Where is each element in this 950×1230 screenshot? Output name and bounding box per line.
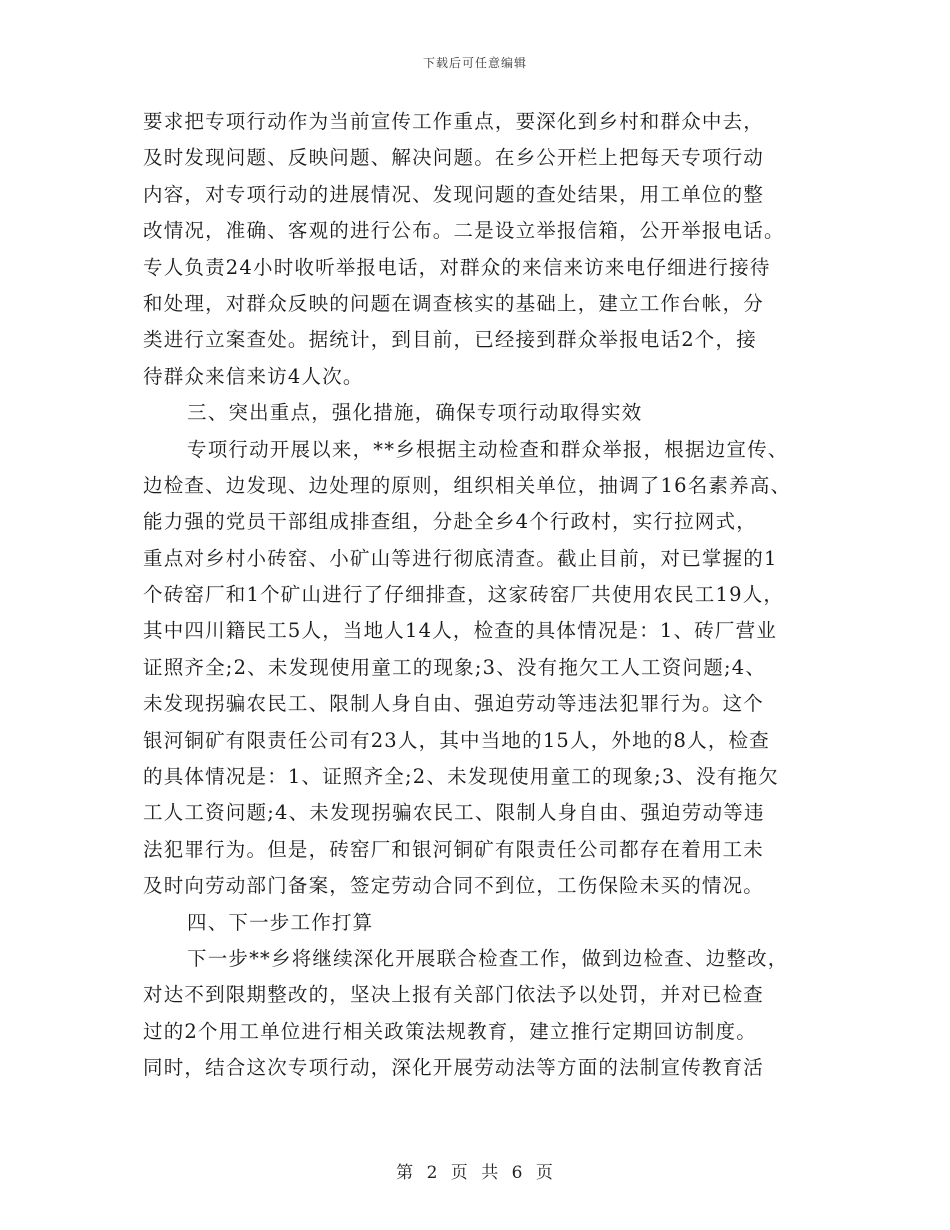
text-line: 未发现拐骗农民工、限制人身自由、强迫劳动等违法犯罪行为。这个 (143, 692, 765, 716)
text-line: 和处理，对群众反映的问题在调查核实的基础上，建立工作台帐，分 (143, 291, 765, 315)
text-line: 要求把专项行动作为当前宣传工作重点，要深化到乡村和群众中去， (143, 110, 765, 133)
text-line: 银河铜矿有限责任公司有23人，其中当地的15人，外地的8人，检查 (143, 728, 770, 752)
text-line: 证照齐全;2、未发现使用童工的现象;3、没有拖欠工人工资问题;4、 (143, 655, 767, 679)
text-line: 能力强的党员干部组成排查组，分赴全乡4个行政村，实行拉网式， (143, 510, 757, 534)
text-line: 内容，对专项行动的进展情况、发现问题的查处结果，用工单位的整 (143, 182, 765, 206)
text-line: 同时，结合这次专项行动，深化开展劳动法等方面的法制宣传教育活 (143, 1056, 765, 1080)
text-line: 的具体情况是：1、证照齐全;2、未发现使用童工的现象;3、没有拖欠 (143, 765, 779, 789)
text-line: 对达不到限期整改的，坚决上报有关部门依法予以处罚，并对已检查 (143, 983, 765, 1007)
text-line: 法犯罪行为。但是，砖窑厂和银河铜矿有限责任公司都存在着用工未 (143, 837, 765, 861)
section-heading-3: 三、突出重点，强化措施，确保专项行动取得实效 (187, 401, 643, 425)
text-line: 工人工资问题;4、未发现拐骗农民工、限制人身自由、强迫劳动等违 (143, 801, 765, 825)
text-line: 重点对乡村小砖窑、小矿山等进行彻底清查。截止目前，对已掌握的1 (143, 546, 778, 570)
text-line: 其中四川籍民工5人，当地人14人，检查的具体情况是：1、砖厂营业 (143, 619, 778, 643)
section-heading-4: 四、下一步工作打算 (187, 910, 374, 934)
text-line: 过的2个用工单位进行相关政策法规教育，建立推行定期回访制度。 (143, 1019, 757, 1043)
text-line: 类进行立案查处。据统计，到目前，已经接到群众举报电话2个，接 (143, 328, 757, 352)
text-line: 专人负责24小时收听举报电话，对群众的来信来访来电仔细进行接待 (143, 255, 771, 279)
text-line: 及时发现问题、反映问题、解决问题。在乡公开栏上把每天专项行动 (143, 146, 765, 170)
text-line: 待群众来信来访4人次。 (143, 364, 364, 388)
text-line: 个砖窑厂和1个矿山进行了仔细排查，这家砖窑厂共使用农民工19人， (143, 583, 785, 607)
text-line: 下一步**乡将继续深化开展联合检查工作，做到边检查、边整改， (187, 946, 789, 970)
text-line: 改情况，准确、客观的进行公布。二是设立举报信箱，公开举报电话。 (143, 219, 785, 243)
document-body (143, 104, 813, 1087)
page-number-footer: 第 2 页 共 6 页 (396, 1163, 554, 1183)
text-line: 专项行动开展以来，**乡根据主动检查和群众举报，根据边宣传、 (187, 437, 789, 461)
text-line: 边检查、边发现、边处理的原则，组织相关单位，抽调了16名素养高、 (143, 473, 792, 497)
page-header-note: 下载后可任意编辑 (422, 56, 527, 70)
text-line: 及时向劳动部门备案，签定劳动合同不到位，工伤保险未买的情况。 (143, 874, 765, 898)
